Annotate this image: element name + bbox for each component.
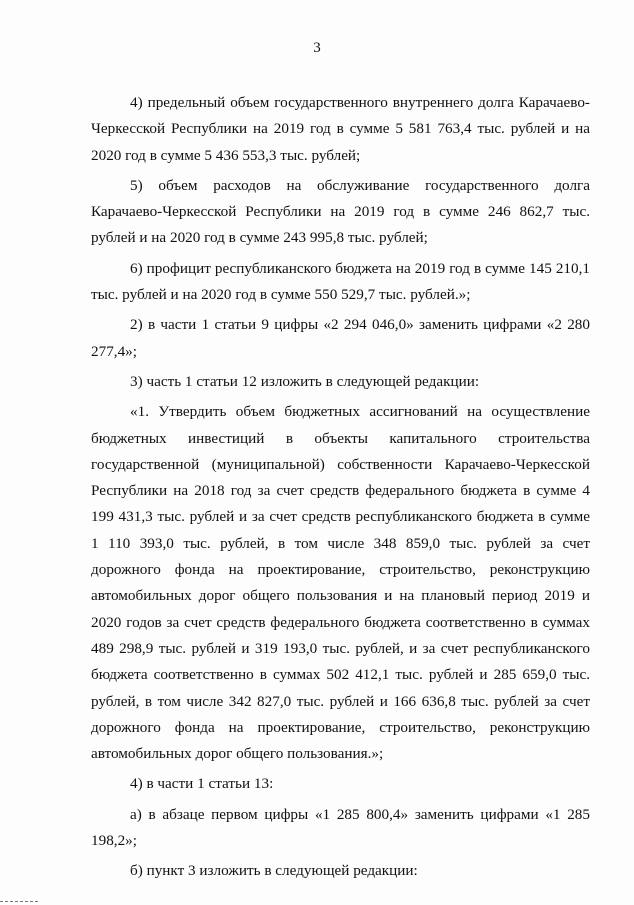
- paragraph-subitem-a: а) в абзаце первом цифры «1 285 800,4» заменить цифрами «1 285 198,2»;: [91, 805, 590, 850]
- document-body: [91, 90, 590, 885]
- paragraph-budget-surplus: 6) профицит республиканского бюджета на 2019 год в сумме 145 210,1 тыс. рублей и на 2020 год в сумме 550 529,7 тыс. рублей.»;: [91, 259, 590, 304]
- paragraph-debt-limit: 4) предельный объем государственного внутреннего долга Карачаево-Черкесской Республики на 2019 год в сумме 5 581 763,4 тыс. рублей и на 2020 год в сумме 5 436 553,3 тыс. рублей;: [91, 94, 590, 164]
- paragraph-article-13: 4) в части 1 статьи 13:: [130, 775, 274, 793]
- paragraph-debt-service: 5) объем расходов на обслуживание государственного долга Карачаево-Черкесской Республики на 2019 год в сумме 246 862,7 тыс. рублей и на 2020 год в сумме 243 995,8 тыс. рублей;: [91, 176, 590, 247]
- paragraph-article-12: 3) часть 1 статьи 12 изложить в следующей редакции:: [130, 372, 480, 390]
- page-number: 3: [313, 40, 321, 56]
- scan-edge-mark: [0, 901, 38, 902]
- paragraph-investments: «1. Утвердить объем бюджетных ассигнований на осуществление бюджетных инвестиций в объекты капитального строительства государственной (муниципальной) собственности Карачаево-Черкесской Республики на 2018 год за счет средств федерального бюджета в сумме 4 199 431,3 тыс. рублей и за счет средств республиканского бюджета в сумме 1 110 393,0 тыс. рублей, в том числе 348 859,0 тыс. рублей за счет дорожного фонда на проектирование, строительство, реконструкцию автомобильных дорог общего пользования и на плановый период 2019 и 2020 годов за счет средств федерального бюджета соответственно в суммах 489 298,9 тыс. рублей и 319 193,0 тыс. рублей, и за счет республиканского бюджета соответственно в суммах 502 412,1 тыс. рублей и 285 659,0 тыс. рублей, в том числе 342 827,0 тыс. рублей и 166 636,8 тыс. рублей за счет дорожного фонда на проектирование, строительство, реконструкцию автомобильных дорог общего пользования.»;: [91, 403, 590, 763]
- paragraph-article-9: 2) в части 1 статьи 9 цифры «2 294 046,0» заменить цифрами «2 280 277,4»;: [91, 316, 590, 360]
- paragraph-subitem-b: б) пункт 3 изложить в следующей редакции:: [130, 862, 418, 880]
